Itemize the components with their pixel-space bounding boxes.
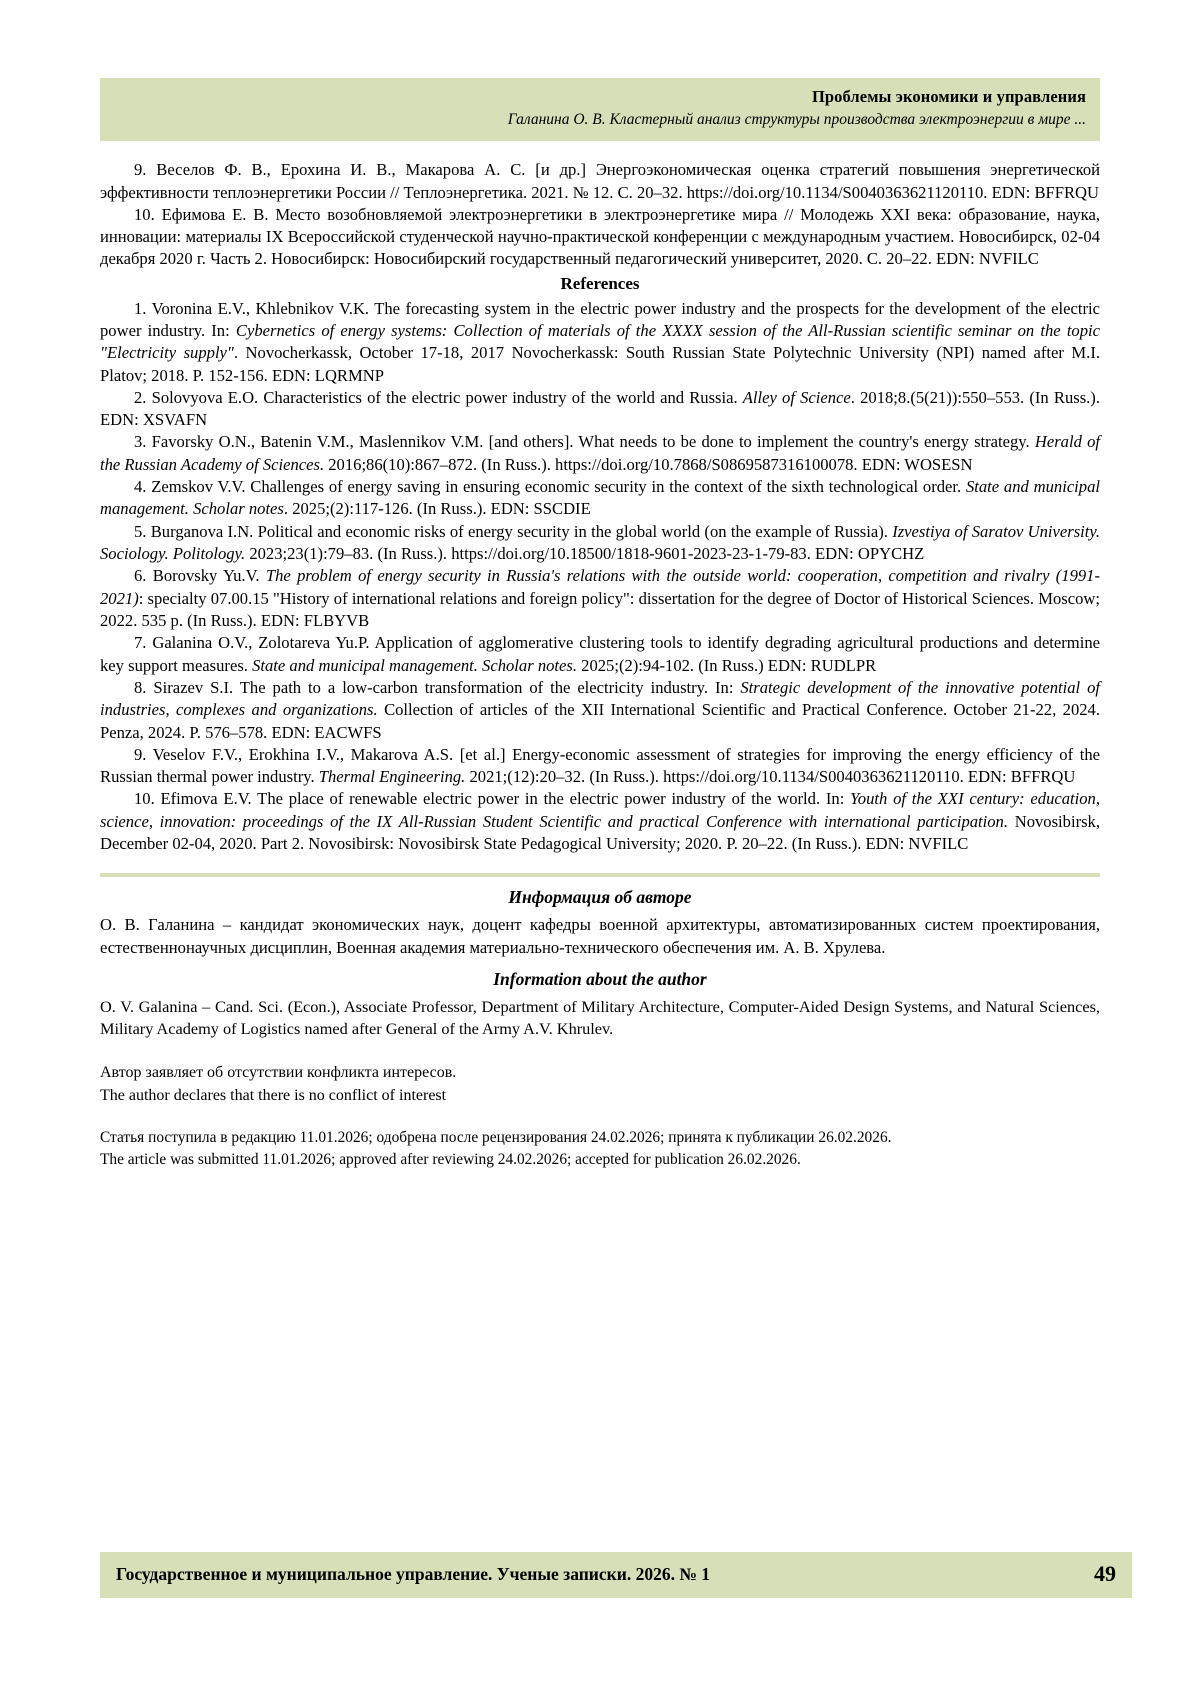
reference-text: Veselov F.V., Erokhina I.V., Makarova A.S. [et al.] Energy-economic assessment of strategies for improving the energy efficiency of the Russian thermal power industry. xyxy=(100,744,1100,787)
reference-number: 7. xyxy=(134,633,147,653)
reference-text: . Novocherkassk, October 17-18, 2017 Novocherkassk: South Russian State Polytechnic University (NPI) named after M.I. Platov; 2018. P. 152-156. EDN: LQRMNP xyxy=(100,343,1100,385)
submission-dates xyxy=(100,1127,1100,1171)
reference-source-title: Izvestiya of Saratov University. Sociology. Politology. xyxy=(100,521,1100,564)
reference-text: . 2025;(2):117-126. (In Russ.). EDN: SSCDIE xyxy=(283,499,591,519)
reference-entry xyxy=(100,476,1100,521)
running-head-article: Галанина О. В. Кластерный анализ структуры производства электроэнергии в мире ... xyxy=(507,111,1086,129)
reference-source-title: The problem of energy security in Russia's relations with the outside world: cooperation, competition and rivalry (1991-2021) xyxy=(100,566,1100,608)
reference-text: Collection of articles of the XII International Scientific and Practical Conference. October 21-22, 2024. Penza, 2024. P. 576–578. EDN: EACWFS xyxy=(100,700,1100,742)
reference-text: Galanina O.V., Zolotareva Yu.P. Application of agglomerative clustering tools to identify degrading agricultural productions and determine key support measures. xyxy=(100,633,1100,675)
reference-entry xyxy=(100,744,1100,789)
reference-source-title: Herald of the Russian Academy of Sciences. xyxy=(100,432,1100,474)
author-info-heading-ru: Информация об авторе xyxy=(508,887,692,908)
reference-text: 2021;(12):20–32. (In Russ.). https://doi.org/10.1134/S0040363621120110. EDN: BFFRQU xyxy=(465,767,1076,787)
reference-entry xyxy=(100,387,1100,432)
reference-number: 8. xyxy=(134,677,147,697)
reference-text: 2023;23(1):79–83. (In Russ.). https://doi.org/10.18500/1818-9601-2023-23-1-79-83. EDN: OPYCHZ xyxy=(245,544,925,564)
reference-text: Solovyova E.O. Characteristics of the electric power industry of the world and Russia. xyxy=(146,387,743,407)
reference-text: Voronina E.V., Khlebnikov V.K. The forecasting system in the electric power industry and the prospects for the development of the electric power industry. In: xyxy=(100,298,1100,340)
author-info-text-en: O. V. Galanina – Cand. Sci. (Econ.), Associate Professor, Department of Military Architecture, Computer-Aided Design Systems, and Natural Sciences, Military Academy of Logistics named after General of the Army A.V. Khrulev. xyxy=(100,997,1100,1039)
reference-text: Novosibirsk, December 02-04, 2020. Part 2. Novosibirsk: Novosibirsk State Pedagogical University; 2020. P. 20–22. (In Russ.). EDN: NVFILC xyxy=(100,811,1100,854)
reference-number: 6. xyxy=(134,566,147,586)
reference-number: 1. xyxy=(134,298,147,318)
reference-number: 2. xyxy=(134,387,147,407)
reference-text: Zemskov V.V. Challenges of energy saving in ensuring economic security in the context of the sixth technological order. xyxy=(146,477,966,497)
reference-text: Sirazev S.I. The path to a low-carbon transformation of the electricity industry. In: xyxy=(146,677,741,697)
reference-source-title: Cybernetics of energy systems: Collection of materials of the XXXX session of the All-Russian scientific seminar on the topic "Electricity supply" xyxy=(100,320,1101,363)
russian-reference-10: 10. Ефимова Е. В. Место возобновляемой электроэнергетики в электроэнергетике мира // Молодежь XXI века: образование, наука, инновации: материалы IX Всероссийской студенческой научно-практической конференции с международным участием. Новосибирск, 02-04 декабря 2020 г. Часть 2. Новосибирск: Новосибирский государственный педагогический университет, 2020. С. 20–22. EDN: NVFILC xyxy=(100,204,1100,269)
reference-text: Favorsky O.N., Batenin V.M., Maslennikov V.M. [and others]. What needs to be done to implement the country's energy strategy. xyxy=(146,432,1035,452)
submission-dates-en: The article was submitted 11.01.2026; approved after reviewing 24.02.2026; accepted for publication 26.02.2026. xyxy=(100,1150,801,1168)
reference-source-title: Youth of the XXI century: education, science, innovation: proceedings of the IX All-Russian Student Scientific and practical Conference with international participation. xyxy=(100,789,1101,831)
reference-source-title: State and municipal management. Scholar notes xyxy=(100,477,1100,519)
page-content xyxy=(100,78,1100,1171)
article-body xyxy=(100,159,1100,855)
author-info-text-ru: О. В. Галанина – кандидат экономических наук, доцент кафедры военной архитектуры, автоматизированных систем проектирования, естественнонаучных дисциплин, Военная академия материально-технического обеспечения им. А. В. Хрулева. xyxy=(100,915,1100,957)
conflict-declaration-en: The author declares that there is no conflict of interest xyxy=(100,1086,447,1104)
reference-source-title: Thermal Engineering. xyxy=(318,767,466,787)
reference-entry xyxy=(100,677,1100,744)
reference-number: 3. xyxy=(134,432,147,452)
reference-text: Efimova E.V. The place of renewable electric power in the electric power industry of the world. In: xyxy=(154,789,851,809)
running-head xyxy=(100,78,1100,141)
conflict-declaration-ru: Автор заявляет об отсутствии конфликта интересов. xyxy=(100,1064,457,1082)
reference-source-title: State and municipal management. Scholar notes. xyxy=(252,655,577,675)
references-list xyxy=(100,298,1100,856)
reference-text: Borovsky Yu.V. xyxy=(146,566,266,586)
reference-source-title: Strategic development of the innovative potential of industries, complexes and organizations. xyxy=(100,677,1100,720)
reference-entry xyxy=(100,298,1100,387)
reference-number: 4. xyxy=(134,477,147,497)
section-divider xyxy=(100,873,1100,877)
russian-reference-9: 9. Веселов Ф. В., Ерохина И. В., Макарова А. С. [и др.] Энергоэкономическая оценка стратегий повышения энергетической эффективности теплоэнергетики России // Теплоэнергетика. 2021. № 12. С. 20–32. https://doi.org/10.1134/S0040363621120110. EDN: BFFRQU xyxy=(100,160,1100,202)
reference-entry xyxy=(100,565,1100,632)
reference-number: 10. xyxy=(134,789,155,809)
page-footer xyxy=(100,1552,1132,1598)
reference-text: 2016;86(10):867–872. (In Russ.). https://doi.org/10.7868/S0869587316100078. EDN: WOSESN xyxy=(324,454,973,474)
running-head-journal: Проблемы экономики и управления xyxy=(811,87,1086,106)
reference-entry xyxy=(100,632,1100,677)
conflict-declaration xyxy=(100,1062,1100,1107)
reference-number: 5. xyxy=(134,521,147,541)
reference-text: Burganova I.N. Political and economic risks of energy security in the global world (on the example of Russia). xyxy=(146,521,893,541)
submission-dates-ru: Статья поступила в редакцию 11.01.2026; одобрена после рецензирования 24.02.2026; принята к публикации 26.02.2026. xyxy=(100,1128,892,1146)
references-heading: References xyxy=(560,273,640,293)
reference-number: 9. xyxy=(134,744,147,764)
footer-page-number: 49 xyxy=(1094,1561,1116,1586)
reference-entry xyxy=(100,431,1100,476)
footer-journal-title: Государственное и муниципальное управление. Ученые записки. 2026. № 1 xyxy=(116,1563,711,1584)
reference-text: : specialty 07.00.15 "History of international relations and foreign policy": dissertation for the degree of Doctor of Historical Sciences. Moscow; 2022. 535 p. (In Russ.). EDN: FLBYVB xyxy=(100,588,1100,630)
reference-source-title: Alley of Science xyxy=(742,387,851,407)
reference-text: 2025;(2):94-102. (In Russ.) EDN: RUDLPR xyxy=(577,655,877,675)
reference-entry xyxy=(100,521,1100,566)
reference-text: . 2018;8.(5(21)):550–553. (In Russ.). EDN: XSVAFN xyxy=(100,387,1100,430)
author-info-heading-en: Information about the author xyxy=(493,969,707,990)
reference-entry xyxy=(100,788,1100,855)
